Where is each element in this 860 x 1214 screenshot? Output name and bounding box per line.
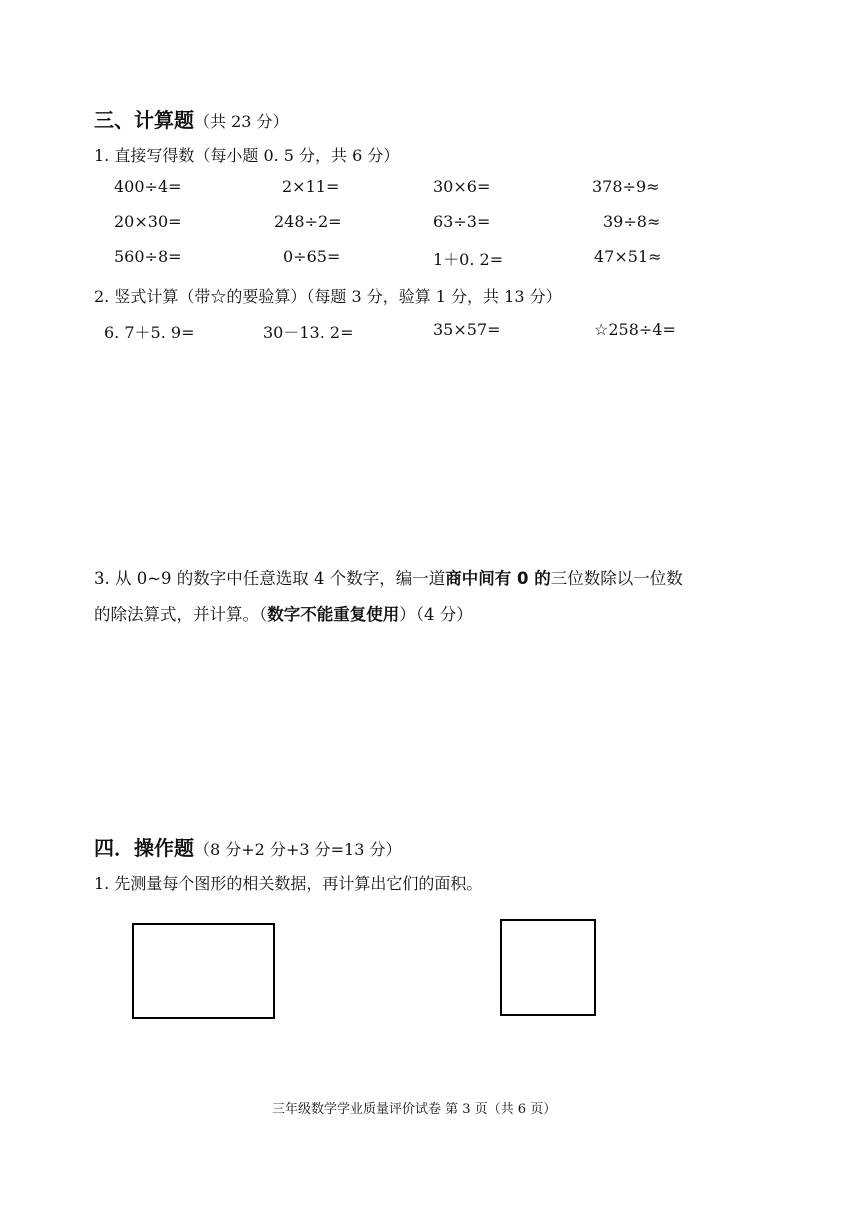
q3-rule: 数字不能重复使用	[267, 605, 400, 624]
section4-heading	[94, 832, 401, 861]
q3-emphasis: 商中间有 0 的	[445, 569, 551, 588]
q2-item: ☆258÷4=	[594, 320, 676, 339]
q1-label: 1. 直接写得数（每小题 0. 5 分，共 6 分）	[94, 146, 400, 165]
q1-item: 560÷8=	[114, 247, 182, 266]
q2-label: 2. 竖式计算（带☆的要验算）（每题 3 分，验算 1 分，共 13 分）	[94, 287, 562, 306]
section3-heading	[94, 104, 289, 133]
section4-title: 四．操作题	[94, 836, 194, 860]
q1-item: 0÷65=	[283, 247, 341, 266]
q2-item: 30－13. 2=	[263, 323, 354, 342]
q3-line-1	[94, 565, 683, 589]
q1-item: 47×51≈	[594, 247, 662, 266]
q1-item: 63÷3=	[433, 212, 491, 231]
q1-item: 378÷9≈	[592, 177, 660, 196]
s4-q1-label: 1. 先测量每个图形的相关数据，再计算出它们的面积。	[94, 874, 483, 893]
q3-text-d: ）（4 分）	[399, 605, 473, 624]
rectangle-figure	[132, 923, 275, 1019]
section3-title: 三、计算题	[94, 108, 194, 132]
page-footer: 三年级数学学业质量评价试卷 第 3 页（共 6 页）	[272, 1102, 557, 1117]
q1-item: 248÷2=	[274, 212, 342, 231]
q1-item: 20×30=	[114, 212, 182, 231]
q3-text-c: 的除法算式，并计算。（	[94, 605, 268, 624]
q1-item: 30×6=	[433, 177, 491, 196]
q2-item: 35×57=	[433, 320, 501, 339]
q1-item: 2×11=	[282, 177, 340, 196]
section3-score-note: （共 23 分）	[194, 112, 289, 131]
q1-item: 39÷8≈	[603, 212, 661, 231]
q1-item: 1＋0. 2=	[433, 250, 504, 269]
q1-item: 400÷4=	[114, 177, 182, 196]
square-figure	[500, 919, 596, 1016]
q3-text-a: 3. 从 0~9 的数字中任意选取 4 个数字，编一道	[94, 569, 446, 588]
q3-text-b: 三位数除以一位数	[550, 569, 683, 588]
section4-score-note: （8 分+2 分+3 分=13 分）	[194, 840, 402, 859]
q2-item: 6. 7＋5. 9=	[104, 323, 195, 342]
q3-line-2	[94, 601, 473, 625]
